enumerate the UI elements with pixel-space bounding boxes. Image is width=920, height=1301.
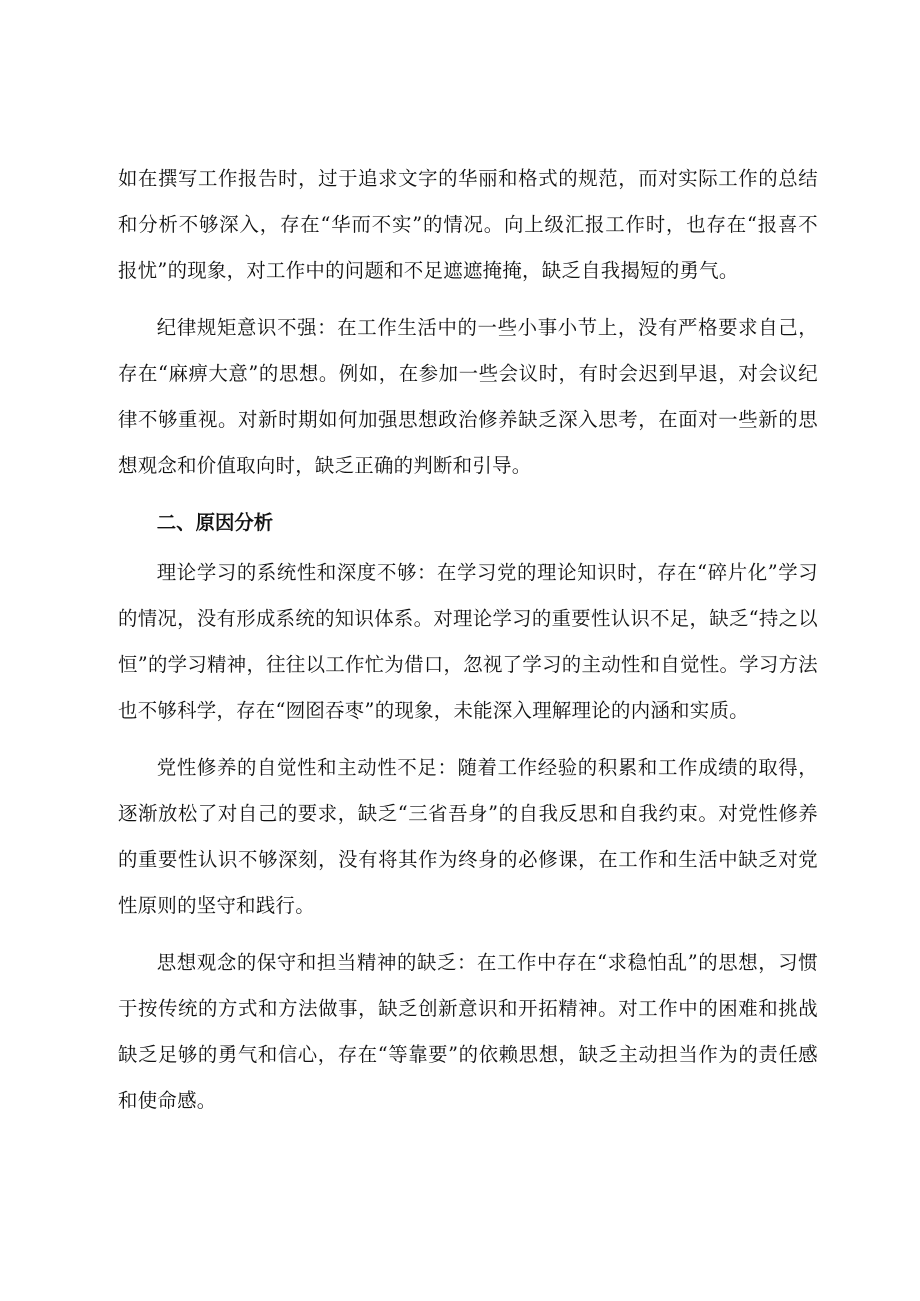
paragraph-discipline: 纪律规矩意识不强：在工作生活中的一些小事小节上，没有严格要求自己，存在“麻痹大意”的思想。例如，在参加一些会议时，有时会迟到早退，对会议纪律不够重视。对新时期如何加强思想政治修养缺乏深入思考，在面对一些新的思想观念和价值取向时，缺乏正确的判断和引导。	[118, 316, 818, 477]
paragraph-conservative-thinking: 思想观念的保守和担当精神的缺乏：在工作中存在“求稳怕乱”的思想，习惯于按传统的方式和方法做事，缺乏创新意识和开拓精神。对工作中的困难和挑战缺乏足够的勇气和信心，存在“等靠要”的依赖思想，缺乏主动担当作为的责任感和使命感。	[118, 951, 818, 1112]
document-body	[118, 156, 818, 1135]
paragraph-continued: 如在撰写工作报告时，过于追求文字的华丽和格式的规范，而对实际工作的总结和分析不够深入，存在“华而不实”的情况。向上级汇报工作时，也存在“报喜不报忧”的现象，对工作中的问题和不足遮遮掩掩，缺乏自我揭短的勇气。	[118, 167, 818, 282]
paragraph-party-cultivation: 党性修养的自觉性和主动性不足：随着工作经验的积累和工作成绩的取得，逐渐放松了对自己的要求，缺乏“三省吾身”的自我反思和自我约束。对党性修养的重要性认识不够深刻，没有将其作为终身的必修课，在工作和生活中缺乏对党性原则的坚守和践行。	[118, 756, 818, 917]
paragraph-theory-study: 理论学习的系统性和深度不够：在学习党的理论知识时，存在“碎片化”学习的情况，没有形成系统的知识体系。对理论学习的重要性认识不足，缺乏“持之以恒”的学习精神，往往以工作忙为借口，忽视了学习的主动性和自觉性。学习方法也不够科学，存在“囫囵吞枣”的现象，未能深入理解理论的内涵和实质。	[118, 561, 818, 722]
section-heading: 二、原因分析	[156, 511, 274, 534]
